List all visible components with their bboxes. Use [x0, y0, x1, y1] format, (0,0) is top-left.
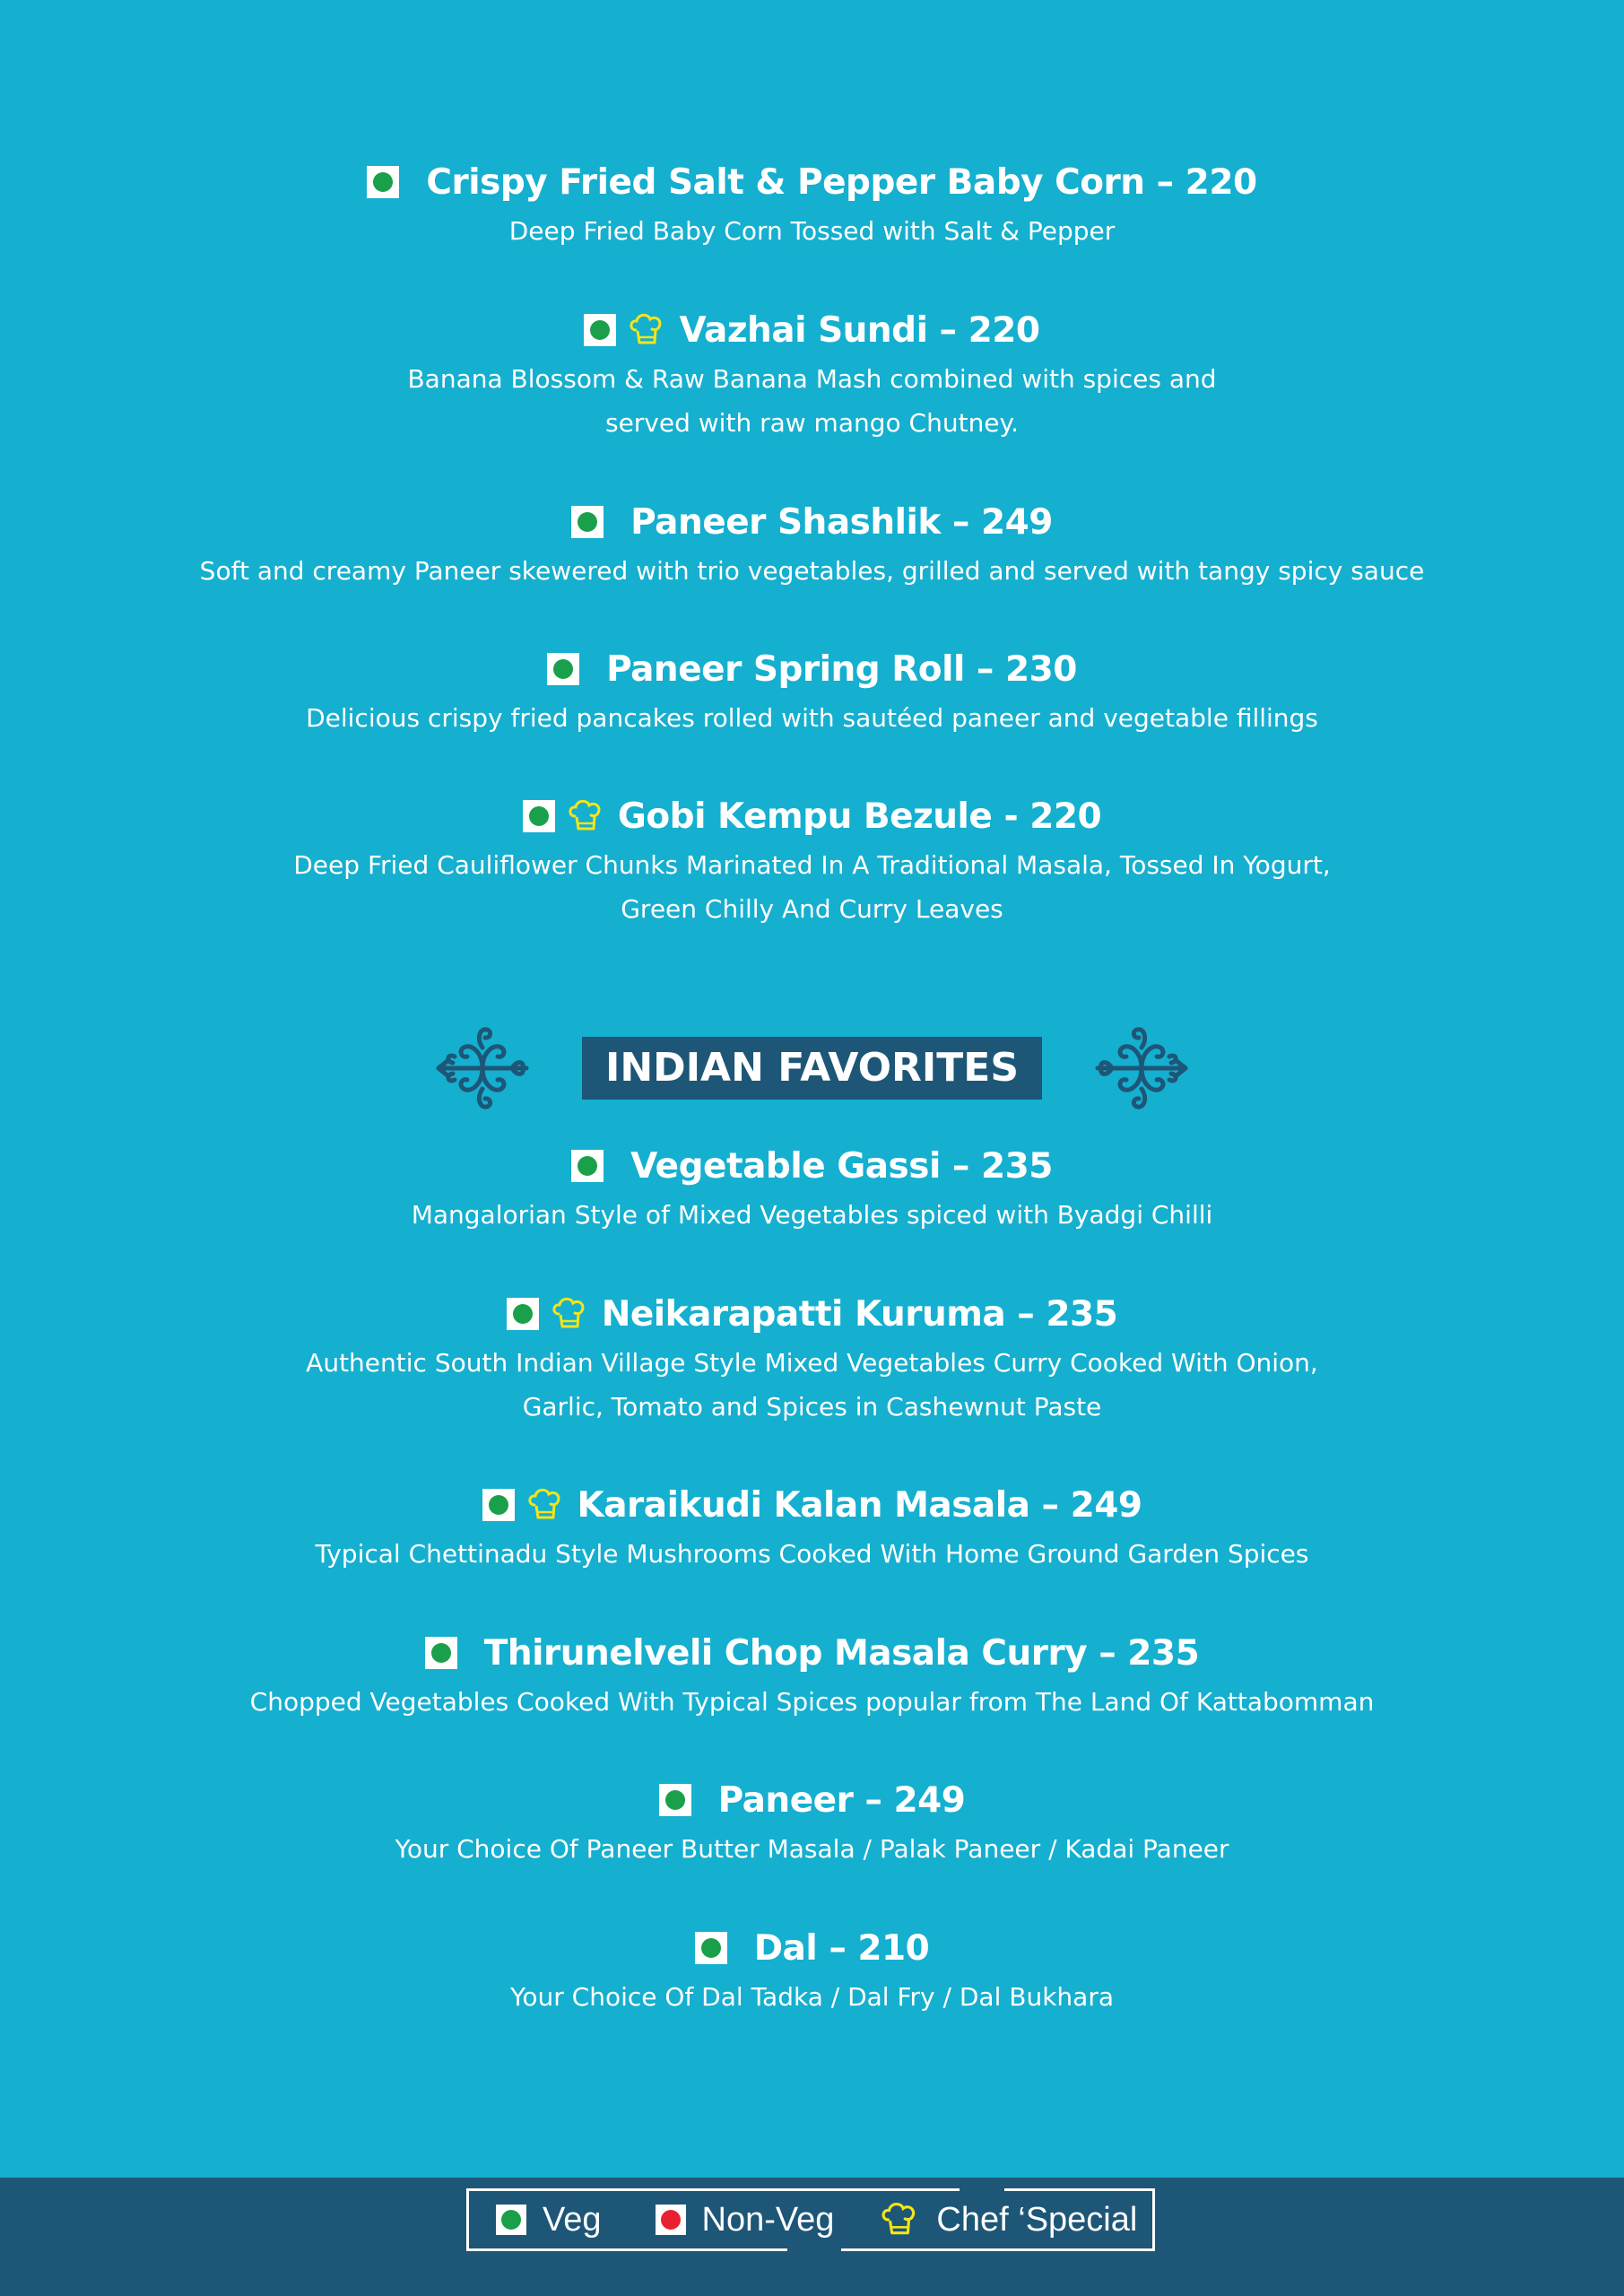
menu-item-description: Chopped Vegetables Cooked With Typical Spices popular from The Land Of Kattabomman — [249, 1687, 1375, 1717]
menu-item — [0, 157, 1624, 253]
menu-item-description: Typical Chettinadu Style Mushrooms Cooked With Home Ground Garden Spices — [315, 1539, 1309, 1569]
menu-item-description: Banana Blossom & Raw Banana Mash combined with spices and — [407, 364, 1217, 394]
menu-item-description: Authentic South Indian Village Style Mixed Vegetables Curry Cooked With Onion, — [306, 1348, 1318, 1378]
menu-item-description: Deep Fried Cauliflower Chunks Marinated In A Traditional Masala, Tossed In Yogurt, — [293, 850, 1331, 880]
legend-chef — [877, 2199, 1137, 2240]
menu-item — [0, 497, 1624, 593]
chef-hat-icon — [879, 2199, 920, 2240]
chef-hat-icon — [550, 1294, 589, 1334]
veg-icon — [367, 166, 399, 198]
menu-item — [0, 791, 1624, 931]
menu-item — [0, 1141, 1624, 1237]
chef-hat-icon — [525, 1485, 565, 1525]
menu-item-description: served with raw mango Chutney. — [604, 408, 1020, 438]
menu-item-description: Garlic, Tomato and Spices in Cashewnut Paste — [522, 1392, 1102, 1422]
menu-item-title: Neikarapatti Kuruma – 235 — [601, 1293, 1118, 1335]
veg-icon — [496, 2205, 526, 2235]
section-title: INDIAN FAVORITES — [582, 1037, 1042, 1100]
menu-item-title: Thirunelveli Chop Masala Curry – 235 — [483, 1632, 1200, 1674]
veg-icon — [659, 1784, 691, 1816]
menu-item — [0, 1628, 1624, 1724]
veg-icon — [507, 1298, 539, 1330]
menu-item-description: Green Chilly And Curry Leaves — [621, 894, 1003, 924]
chef-hat-icon — [566, 796, 605, 836]
menu-item-title: Paneer – 249 — [717, 1779, 966, 1821]
legend — [466, 2188, 1155, 2251]
legend-veg — [496, 2201, 602, 2239]
menu-item-title: Crispy Fried Salt & Pepper Baby Corn – 220 — [426, 161, 1257, 203]
menu-item-title: Karaikudi Kalan Masala – 249 — [577, 1484, 1142, 1526]
menu-item — [0, 1775, 1624, 1871]
legend-nonveg — [656, 2201, 835, 2239]
veg-icon — [584, 314, 616, 346]
veg-icon — [523, 800, 555, 832]
legend-chef-label: Chef ‘Special — [936, 2200, 1138, 2239]
chef-hat-icon — [627, 310, 666, 350]
menu-item-title: Paneer Shashlik – 249 — [630, 501, 1053, 543]
veg-icon — [482, 1489, 515, 1521]
scroll-ornament-icon — [435, 1021, 530, 1116]
veg-icon — [547, 653, 579, 685]
section-header — [0, 1021, 1624, 1116]
legend-nonveg-label: Non-Veg — [701, 2200, 835, 2239]
legend-veg-label: Veg — [543, 2200, 602, 2239]
menu-item — [0, 1289, 1624, 1429]
veg-icon — [695, 1932, 727, 1964]
scroll-ornament-icon — [1094, 1021, 1189, 1116]
menu-item-description: Deep Fried Baby Corn Tossed with Salt & Pepper — [508, 216, 1116, 246]
menu-item — [0, 1480, 1624, 1576]
menu-item — [0, 305, 1624, 445]
menu-item-title: Vazhai Sundi – 220 — [679, 309, 1040, 351]
menu-item-description: Your Choice Of Dal Tadka / Dal Fry / Dal Bukhara — [509, 1982, 1115, 2012]
menu-item-title: Gobi Kempu Bezule - 220 — [617, 796, 1102, 837]
menu-item-description: Mangalorian Style of Mixed Vegetables spiced with Byadgi Chilli — [411, 1200, 1213, 1230]
menu-item — [0, 644, 1624, 740]
menu-item-description: Your Choice Of Paneer Butter Masala / Palak Paneer / Kadai Paneer — [395, 1834, 1229, 1864]
nonveg-icon — [656, 2205, 686, 2235]
veg-icon — [425, 1637, 457, 1669]
footer-bar — [0, 2178, 1624, 2296]
menu-item-description: Soft and creamy Paneer skewered with trio vegetables, grilled and served with tangy spicy sauce — [199, 556, 1425, 586]
veg-icon — [571, 1150, 604, 1182]
menu-item-description: Delicious crispy fried pancakes rolled with sautéed paneer and vegetable fillings — [306, 703, 1318, 733]
menu-item-title: Vegetable Gassi – 235 — [630, 1145, 1053, 1187]
menu-item-title: Dal – 210 — [753, 1927, 930, 1969]
veg-icon — [571, 506, 604, 538]
menu-item — [0, 1923, 1624, 2019]
menu-item-title: Paneer Spring Roll – 230 — [606, 648, 1077, 690]
